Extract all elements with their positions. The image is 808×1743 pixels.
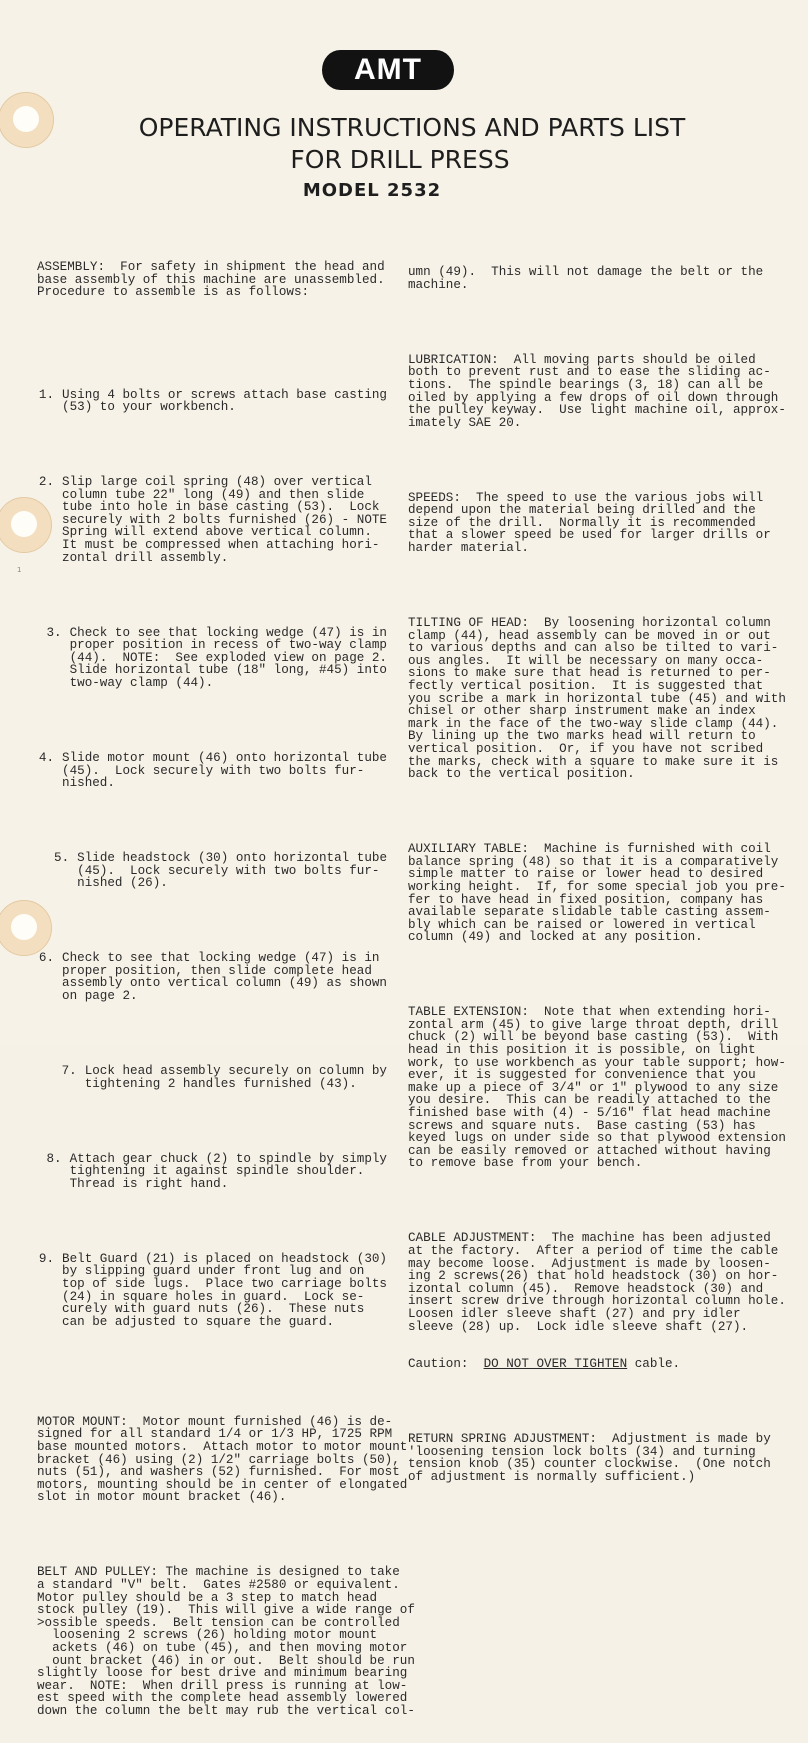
step-item — [37, 476, 387, 564]
lubrication-section: LUBRICATION: All moving parts should be oiled both to prevent rust and to ease the sliding ac- tions. The spindle bearings (3, 18) can all be oiled by applying a few drops of oil down through the pulley keyway. Use light machine oil, approx- imately SAE 20. — [408, 352, 786, 430]
auxiliary-table-section: AUXILIARY TABLE: Machine is furnished with coil balance spring (48) so that it is a comparatively simple matter to raise or lower head to desired working height. If, for some special job you pre- fer to have head in fixed position, company has available separate slidable table casting assem- bly which can be raised or lowered in vertical column (49) and locked at any position. — [408, 842, 786, 945]
step-number: 6. — [38, 951, 55, 966]
step-number: 1. — [38, 387, 55, 402]
step-text: Slide headstock (30) onto horizontal tube (45). Lock securely with two bolts fur- nished (26). — [77, 851, 387, 891]
step-text: Attach gear chuck (2) to spindle by simply tightening it against spindle shoulder. Thread is right hand. — [69, 1151, 387, 1191]
margin-mark: 1 — [17, 566, 22, 574]
assembly-steps — [37, 363, 387, 1353]
step-number: 3. — [46, 625, 62, 640]
step-item — [37, 752, 387, 790]
title-line-2: FOR DRILL PRESS — [290, 145, 510, 174]
cable-adjustment-section: CABLE ADJUSTMENT: The machine has been adjusted at the factory. After a period of time the cable may become loose. Adjustment is made by loosen- ing 2 screws(26) that hold headstock (30) on hor- izontal column (45). Remove headstock (30) and insert screw drive through horizontal column hole. Loosen idler sleeve shaft (27) and pry idler sleeve (28) up. Lock idle sleeve shaft (27). — [408, 1231, 786, 1334]
step-text: Lock head assembly securely on column by tightening 2 handles furnished (43). — [84, 1064, 387, 1091]
step-text: Slide motor mount (46) onto horizontal tube (45). Lock securely with two bolts fur- nished. — [62, 750, 387, 791]
caution-warning: DO NOT OVER TIGHTEN — [483, 1357, 628, 1372]
caution-line — [408, 1358, 778, 1371]
caution-label: Caution: — [408, 1357, 484, 1372]
motor-mount-section: MOTOR MOUNT: Motor mount furnished (46) is de- signed for all standard 1/4 or 1/3 HP, 1725 RPM base mounted motors. Attach motor to motor mount bracket (46) using (2) 1/2" carriage bolts (50), nuts (51), and washers (52) furnished. For most motors, mounting should be in center of elongated slot in motor mount bracket (46). — [37, 1414, 408, 1505]
step-item — [37, 952, 387, 1002]
step-number: 4. — [38, 750, 55, 765]
step-text: Using 4 bolts or screws attach base casting (53) to your workbench. — [62, 387, 387, 415]
left-column — [37, 236, 415, 1743]
belt-continuation: umn (49). This will not damage the belt or the machine. — [408, 265, 764, 292]
step-item — [37, 389, 387, 414]
step-text: Check to see that locking wedge (47) is in proper position, then slide complete head assembly onto vertical column (49) as shown on page 2. — [62, 951, 387, 1004]
step-item — [37, 852, 387, 890]
step-number: 5. — [54, 851, 70, 866]
table-extension-section: TABLE EXTENSION: Note that when extending hori- zontal arm (45) to give large throat depth, drill chuck (2) will be beyond base casting (53). With head in this position it is possible, on light work, to use workbench as your table support; how- ever, it is suggested for convenience that you make up a piece of 3/4" or 1" plywood to any size you desire. This can be readily attached to the finished base with (4) - 5/16" flat head machine screws and square nuts. Base casting (53) has keyed lugs on under side so that plywood extension can be easily removed or attached without having to remove base from your bench. — [408, 1005, 786, 1171]
step-number: 7. — [61, 1064, 77, 1079]
step-number: 2. — [38, 475, 55, 490]
step-item — [37, 1153, 387, 1191]
step-text: Slip large coil spring (48) over vertical column tube 22" long (49) and then slide tube into hole in base casting (53). Lock securely with 2 bolts furnished (26) - NOTE Spring will extend above vertical column. It must be compressed when attaching hori- zontal drill assembly. — [62, 475, 387, 565]
tilting-section: TILTING OF HEAD: By loosening horizontal column clamp (44), head assembly can be moved in or out to various depths and can also be tilted to vari- ous angles. It will be necessary on many occa- sions to make sure that head is returned to per- fectly vertical position. It is suggested that you scribe a mark in horizontal tube (45) and with chisel or other sharp instrument make an index mark in the face of the two-way slide clamp (44). By lining up the two marks head will return to vertical position. Or, if you have not scribed the marks, check with a square to make sure it is back to the vertical position. — [408, 616, 786, 782]
assembly-intro: ASSEMBLY: For safety in shipment the head and base assembly of this machine are unassembled. Procedure to assemble is as follows: — [37, 260, 385, 300]
right-column — [408, 241, 786, 1509]
step-item — [37, 1253, 387, 1329]
title-line-1: OPERATING INSTRUCTIONS AND PARTS LIST — [138, 113, 686, 142]
step-number: 9. — [38, 1251, 55, 1266]
step-text: Belt Guard (21) is placed on headstock (30) by slipping guard under front lug and on top of side lugs. Place two carriage bolts (24) in square holes in guard. Lock se- curely with guard nuts (26). These nuts can be adjusted to square the guard. — [62, 1251, 387, 1329]
step-number: 8. — [46, 1151, 62, 1166]
amt-logo: AMT — [322, 50, 454, 90]
return-spring-section: RETURN SPRING ADJUSTMENT: Adjustment is made by 'loosening tension lock bolts (34) and turning tension knob (35) counter clockwise. (One notch of adjustment is normally sufficient.) — [408, 1432, 771, 1485]
step-item — [37, 627, 387, 690]
model-number: MODEL 2532 — [302, 180, 442, 201]
belt-pulley-section: BELT AND PULLEY: The machine is designed to take a standard "V" belt. Gates #2580 or equivalent. Motor pulley should be a 3 step to match head stock pulley (19). This will give a wide range of >ossible speeds. Belt tension can be controlled loosening 2 screws (26) holding motor mount ackets (46) on tube (45), and then moving motor ount bracket (46) in or out. Belt should be run slightly loose for best drive and minimum bearing wear. NOTE: When drill press is running at low- est speed with the complete head assembly lowered down the column the belt may rub the vertical col- — [37, 1565, 415, 1718]
speeds-section: SPEEDS: The speed to use the various jobs will depend upon the material being drilled and the size of the drill. Normally it is recommended that a slower speed be used for larger drills or harder material. — [408, 490, 771, 556]
step-text: Check to see that locking wedge (47) is in proper position in recess of two-way clamp (44). NOTE: See exploded view on page 2. Slide horizontal tube (18" long, #45) into two-way clamp (44). — [69, 625, 387, 690]
step-item — [37, 1065, 387, 1090]
caution-tail: cable. — [627, 1357, 681, 1372]
